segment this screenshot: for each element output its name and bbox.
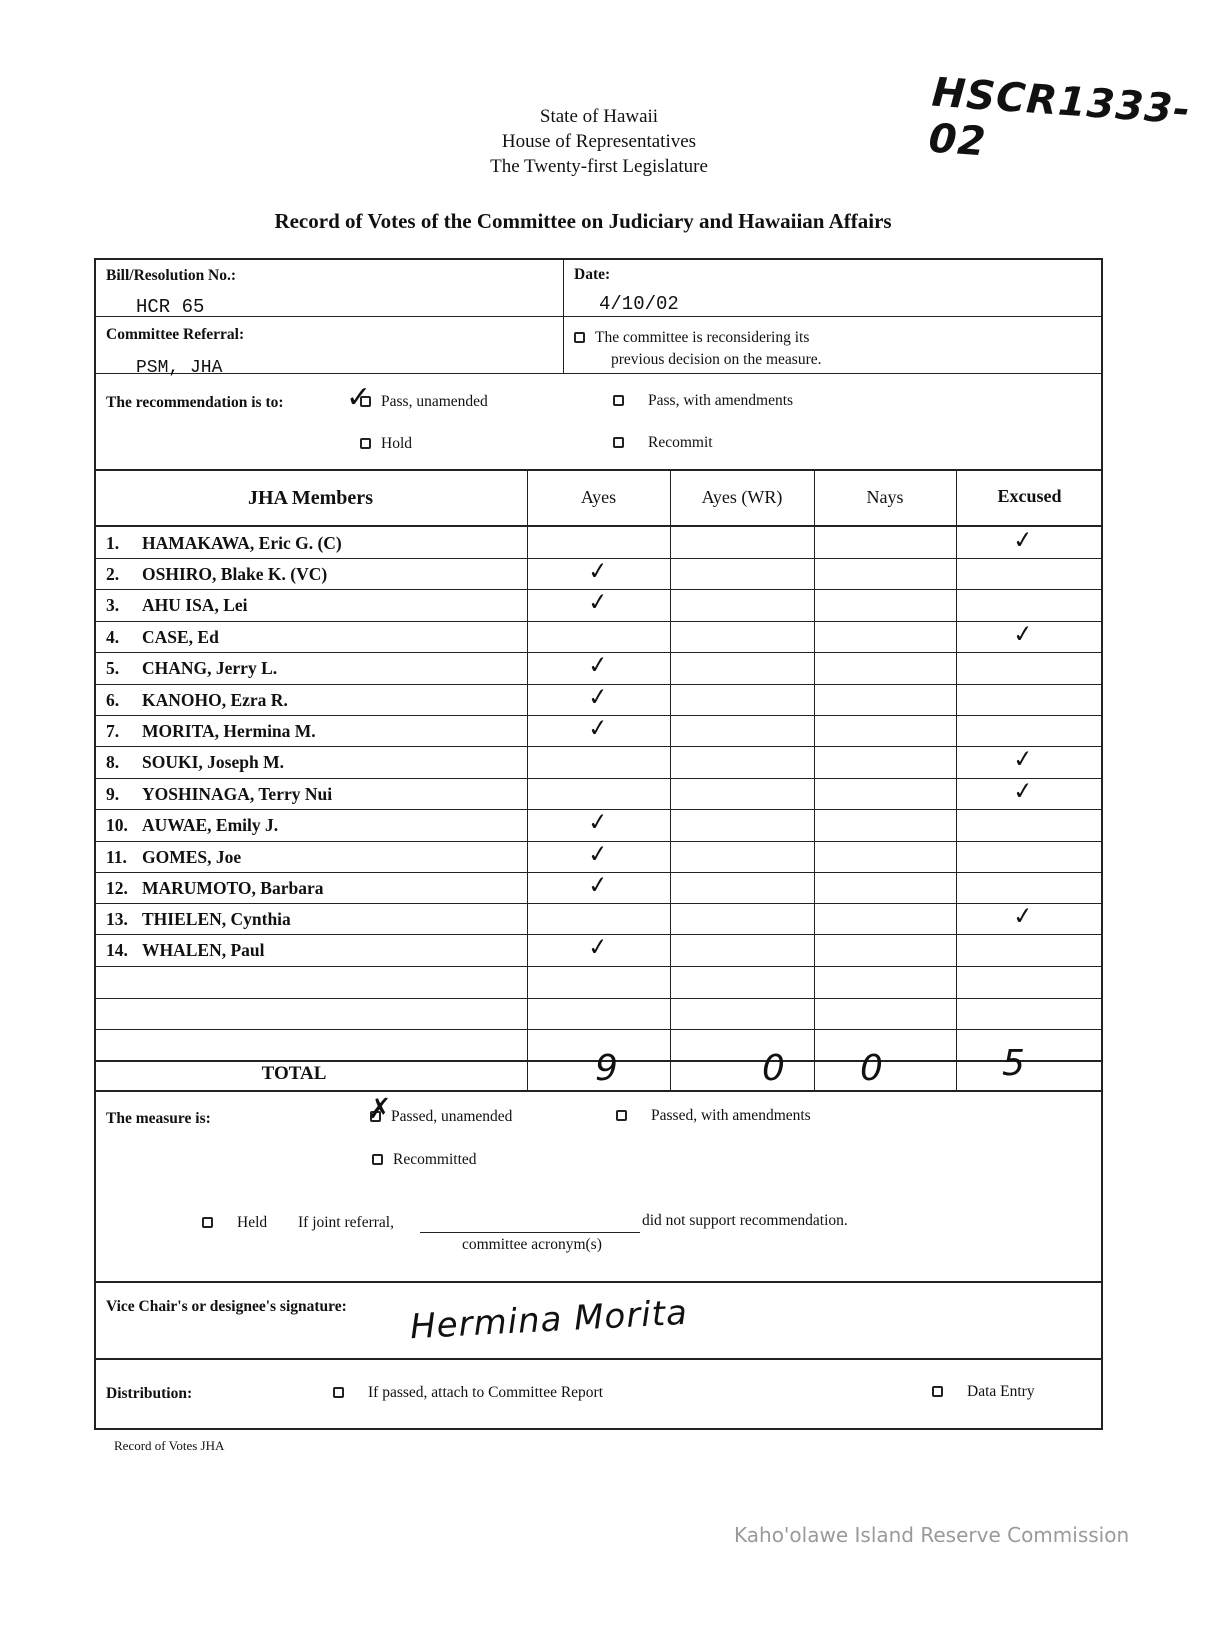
reconsidering-line2: previous decision on the measure.: [611, 351, 822, 368]
row-line: [94, 1029, 1103, 1030]
rec-pass-check-mark: ✓: [346, 380, 372, 415]
total-excused: 5: [1002, 1043, 1025, 1084]
col-divider-ayes-wr: [814, 469, 815, 1090]
member-row: 9. YOSHINAGA, Terry Nui: [106, 784, 333, 804]
col-divider-members: [527, 469, 528, 1090]
member-row: 6. KANOHO, Ezra R.: [106, 690, 288, 710]
vote-check-mark: ✓: [1011, 901, 1035, 931]
info-bottom-divider: [94, 373, 1103, 374]
measure-held-checkbox[interactable]: [202, 1217, 213, 1228]
vote-check-mark: ✓: [586, 839, 610, 869]
rec-pass-amendments-checkbox[interactable]: [613, 395, 624, 406]
vote-check-mark: ✓: [1011, 525, 1035, 555]
header-state: State of Hawaii: [539, 106, 659, 127]
rec-hold[interactable]: Hold: [360, 435, 412, 453]
reconsidering-option[interactable]: The committee is reconsidering its: [574, 329, 809, 347]
row-line: [94, 966, 1103, 967]
vote-check-mark: ✓: [586, 682, 610, 712]
member-row: 2. OSHIRO, Blake K. (VC): [106, 564, 328, 584]
member-row: 7. MORITA, Hermina M.: [106, 721, 316, 741]
col-header-members: JHA Members: [248, 487, 373, 509]
date-label: Date:: [574, 266, 611, 283]
dist-attach-checkbox[interactable]: [333, 1387, 344, 1398]
signature-top-line: [94, 1281, 1103, 1283]
total-bottom-line: [94, 1090, 1103, 1092]
col-divider-ayes: [670, 469, 671, 1090]
rec-pass-amendments[interactable]: Pass, with amendments: [613, 392, 793, 410]
member-row: 12. MARUMOTO, Barbara: [106, 878, 324, 898]
date-value: 4/10/02: [599, 293, 679, 315]
measure-held[interactable]: Held: [202, 1214, 267, 1232]
vote-check-mark: ✓: [1011, 744, 1035, 774]
header-legislature: The Twenty-first Legislature: [490, 156, 708, 177]
footer-form-name: Record of Votes JHA: [114, 1438, 225, 1453]
signature-label: Vice Chair's or designee's signature:: [106, 1298, 347, 1315]
recommendation-label: The recommendation is to:: [106, 394, 284, 411]
rec-hold-checkbox[interactable]: [360, 438, 371, 449]
measure-passed-unamended[interactable]: Passed, unamended: [370, 1108, 512, 1126]
member-row: 1. HAMAKAWA, Eric G. (C): [106, 533, 342, 553]
vote-check-mark: ✓: [586, 807, 610, 837]
col-header-ayes-wr: Ayes (WR): [701, 487, 783, 507]
referral-value: PSM, JHA: [136, 358, 223, 378]
member-row: 13. THIELEN, Cynthia: [106, 909, 291, 929]
dist-data-entry-checkbox[interactable]: [932, 1386, 943, 1397]
rec-recommit-checkbox[interactable]: [613, 437, 624, 448]
total-ayes-wr: 0: [762, 1048, 785, 1089]
measure-x-mark: ✗: [368, 1092, 392, 1125]
measure-label: The measure is:: [106, 1110, 211, 1127]
dist-data-entry[interactable]: Data Entry: [932, 1383, 1035, 1401]
bill-label: Bill/Resolution No.:: [106, 267, 237, 284]
col-header-nays: Nays: [866, 487, 904, 507]
signature-bottom-line: [94, 1358, 1103, 1360]
joint-referral-blank: [420, 1232, 640, 1233]
vote-check-mark: ✓: [586, 932, 610, 962]
watermark: Kaho'olawe Island Reserve Commission: [734, 1523, 1130, 1547]
total-label: TOTAL: [261, 1063, 327, 1084]
table-top-line: [94, 469, 1103, 471]
distribution-label: Distribution:: [106, 1385, 193, 1402]
total-nays: 0: [860, 1048, 883, 1089]
member-row: 5. CHANG, Jerry L.: [106, 658, 278, 678]
measure-recommitted-checkbox[interactable]: [372, 1154, 383, 1165]
did-not-support-label: did not support recommendation.: [642, 1212, 848, 1229]
vote-check-mark: ✓: [1011, 776, 1035, 806]
vote-check-mark: ✓: [586, 650, 610, 680]
header-house: House of Representatives: [501, 131, 697, 152]
vote-check-mark: ✓: [586, 556, 610, 586]
col-header-ayes: Ayes: [580, 487, 617, 507]
member-row: 4. CASE, Ed: [106, 627, 219, 647]
acronym-caption: committee acronym(s): [462, 1236, 602, 1253]
vice-chair-signature: Hermina Morita: [409, 1292, 689, 1348]
member-row: 10. AUWAE, Emily J.: [106, 815, 279, 835]
rec-pass-unamended[interactable]: Pass, unamended: [360, 393, 488, 411]
vote-check-mark: ✓: [586, 870, 610, 900]
measure-passed-amendments-checkbox[interactable]: [616, 1110, 627, 1121]
referral-label: Committee Referral:: [106, 326, 245, 343]
dist-attach[interactable]: If passed, attach to Committee Report: [333, 1384, 603, 1402]
table-header-line: [94, 525, 1103, 527]
member-row: 11. GOMES, Joe: [106, 847, 242, 867]
member-row: 3. AHU ISA, Lei: [106, 595, 248, 615]
row-line: [94, 621, 1103, 622]
vote-check-mark: ✓: [1011, 619, 1035, 649]
measure-recommitted[interactable]: Recommitted: [372, 1151, 477, 1169]
rec-recommit[interactable]: Recommit: [613, 434, 713, 452]
col-divider-nays: [956, 469, 957, 1090]
joint-referral-label: If joint referral,: [298, 1214, 394, 1231]
document-number: HSCR1333-02: [927, 69, 1193, 166]
bill-value: HCR 65: [136, 296, 205, 318]
total-ayes: 9: [595, 1048, 618, 1089]
col-header-excused: Excused: [997, 486, 1062, 506]
measure-passed-amendments[interactable]: Passed, with amendments: [616, 1107, 811, 1125]
vote-check-mark: ✓: [586, 587, 610, 617]
member-row: 14. WHALEN, Paul: [106, 940, 265, 960]
vote-check-mark: ✓: [586, 713, 610, 743]
info-row-divider: [94, 316, 1103, 317]
row-line: [94, 998, 1103, 999]
page-title: Record of Votes of the Committee on Judiciary and Hawaiian Affairs: [274, 209, 892, 233]
member-row: 8. SOUKI, Joseph M.: [106, 752, 284, 772]
reconsidering-checkbox[interactable]: [574, 332, 585, 343]
